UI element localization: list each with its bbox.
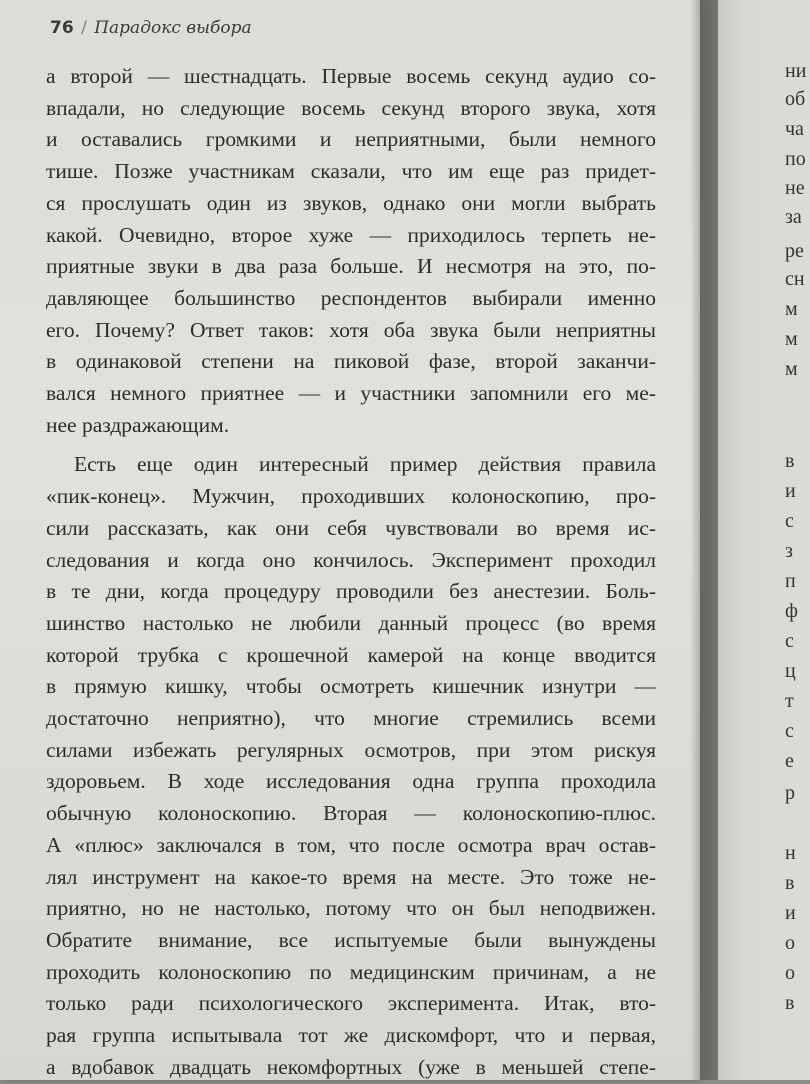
- text-line: «пик-конец». Мужчин, проходивших колоноскопию, про-: [46, 484, 656, 509]
- text-fragment: ча: [785, 118, 804, 140]
- text-fragment: за: [785, 206, 802, 228]
- text-line: проходить колоноскопию по медицинским причинам, а не: [46, 959, 656, 984]
- header-separator: /: [81, 18, 87, 38]
- paragraph-1: [46, 61, 656, 441]
- text-line: давляющее большинство респондентов выбирали именно: [46, 285, 656, 310]
- text-fragment: ре: [785, 240, 804, 262]
- text-fragment: в: [785, 992, 795, 1014]
- text-line: впадали, но следующие восемь секунд второго звука, хотя: [46, 95, 656, 120]
- text-line: Есть еще один интересный пример действия правила: [74, 452, 656, 477]
- text-line: какой. Очевидно, второе хуже — приходилось терпеть не-: [46, 222, 656, 247]
- text-line: обычную колоноскопию. Вторая — колоноскопию-плюс.: [46, 801, 656, 826]
- text-fragment: по: [785, 148, 806, 170]
- paragraph-2: [46, 449, 656, 1083]
- text-line: которой трубка с крошечной камерой на конце вводится: [46, 642, 656, 667]
- text-line: приятные звуки в два раза больше. И несмотря на это, по-: [46, 254, 656, 279]
- text-fragment: ни: [785, 60, 807, 82]
- text-line: и оставались громкими и неприятными, были немного: [46, 127, 656, 152]
- text-fragment: о: [785, 932, 795, 954]
- text-line: в прямую кишку, чтобы осмотреть кишечник изнутри —: [46, 674, 656, 699]
- book-title: Парадокс выбора: [94, 18, 252, 38]
- right-page-fragments: [785, 60, 810, 1060]
- text-fragment: м: [785, 298, 798, 320]
- text-fragment: е: [785, 750, 794, 772]
- text-line: тише. Позже участникам сказали, что им еще раз придет-: [46, 159, 656, 184]
- text-line: ся прослушать один из звуков, однако они могли выбрать: [46, 190, 656, 215]
- text-line: следования и когда оно кончилось. Эксперимент проходил: [46, 547, 656, 572]
- text-fragment: м: [785, 328, 798, 350]
- text-line: здоровьем. В ходе исследования одна группа проходила: [46, 769, 656, 794]
- paragraph-gap: [46, 441, 656, 449]
- text-line: его. Почему? Ответ таков: хотя оба звука были неприятны: [46, 317, 656, 342]
- text-fragment: сн: [785, 268, 805, 290]
- text-line: рая группа испытывала тот же дискомфорт, что и первая,: [46, 1023, 656, 1048]
- text-fragment: р: [785, 782, 795, 804]
- text-line: в одинаковой степени на пиковой фазе, второй заканчи-: [46, 349, 656, 374]
- text-fragment: и: [785, 480, 796, 502]
- text-fragment: ф: [785, 600, 798, 622]
- text-fragment: т: [785, 690, 794, 712]
- text-line: А «плюс» заключался в том, что после осмотра врач остав-: [46, 832, 656, 857]
- body-text: [46, 61, 656, 1084]
- text-line: а второй — шестнадцать. Первые восемь секунд аудио со-: [46, 64, 656, 88]
- text-line: Обратите внимание, все испытуемые были вынуждены: [46, 927, 656, 952]
- text-fragment: м: [785, 358, 798, 380]
- text-line: лял инструмент на какое-то время на месте. Это тоже не-: [46, 864, 656, 889]
- text-fragment: не: [785, 177, 805, 199]
- text-fragment: н: [785, 842, 796, 864]
- text-fragment: в: [785, 872, 795, 894]
- text-fragment: ц: [785, 660, 796, 682]
- running-head: [50, 18, 252, 38]
- text-fragment: и: [785, 902, 796, 924]
- text-fragment: п: [785, 570, 796, 592]
- text-fragment: о: [785, 962, 795, 984]
- text-line: сили рассказать, как они себя чувствовали во время ис-: [46, 515, 656, 540]
- text-line: вался немного приятнее — и участники запомнили его ме-: [46, 381, 656, 406]
- text-line: силами избежать регулярных осмотров, при этом рискуя: [46, 737, 656, 762]
- text-fragment: з: [785, 540, 793, 562]
- page-number: 76: [50, 18, 74, 38]
- text-line: а вдобавок двадцать некомфортных (уже в меньшей степе-: [46, 1054, 656, 1079]
- text-line: приятно, но не настолько, потому что он был неподвижен.: [46, 896, 656, 921]
- text-line: нее раздражающим.: [46, 412, 230, 437]
- text-line: достаточно неприятно), что многие стремились всеми: [46, 706, 656, 731]
- text-fragment: об: [785, 88, 806, 110]
- text-fragment: в: [785, 450, 795, 472]
- text-fragment: с: [785, 630, 794, 652]
- text-line: шинство настолько не любили данный процесс (во время: [46, 610, 656, 635]
- text-line: в те дни, когда процедуру проводили без анестезии. Боль-: [46, 579, 656, 604]
- text-fragment: с: [785, 720, 794, 742]
- text-line: только ради психологического эксперимента. Итак, вто-: [46, 991, 656, 1016]
- text-fragment: с: [785, 510, 794, 532]
